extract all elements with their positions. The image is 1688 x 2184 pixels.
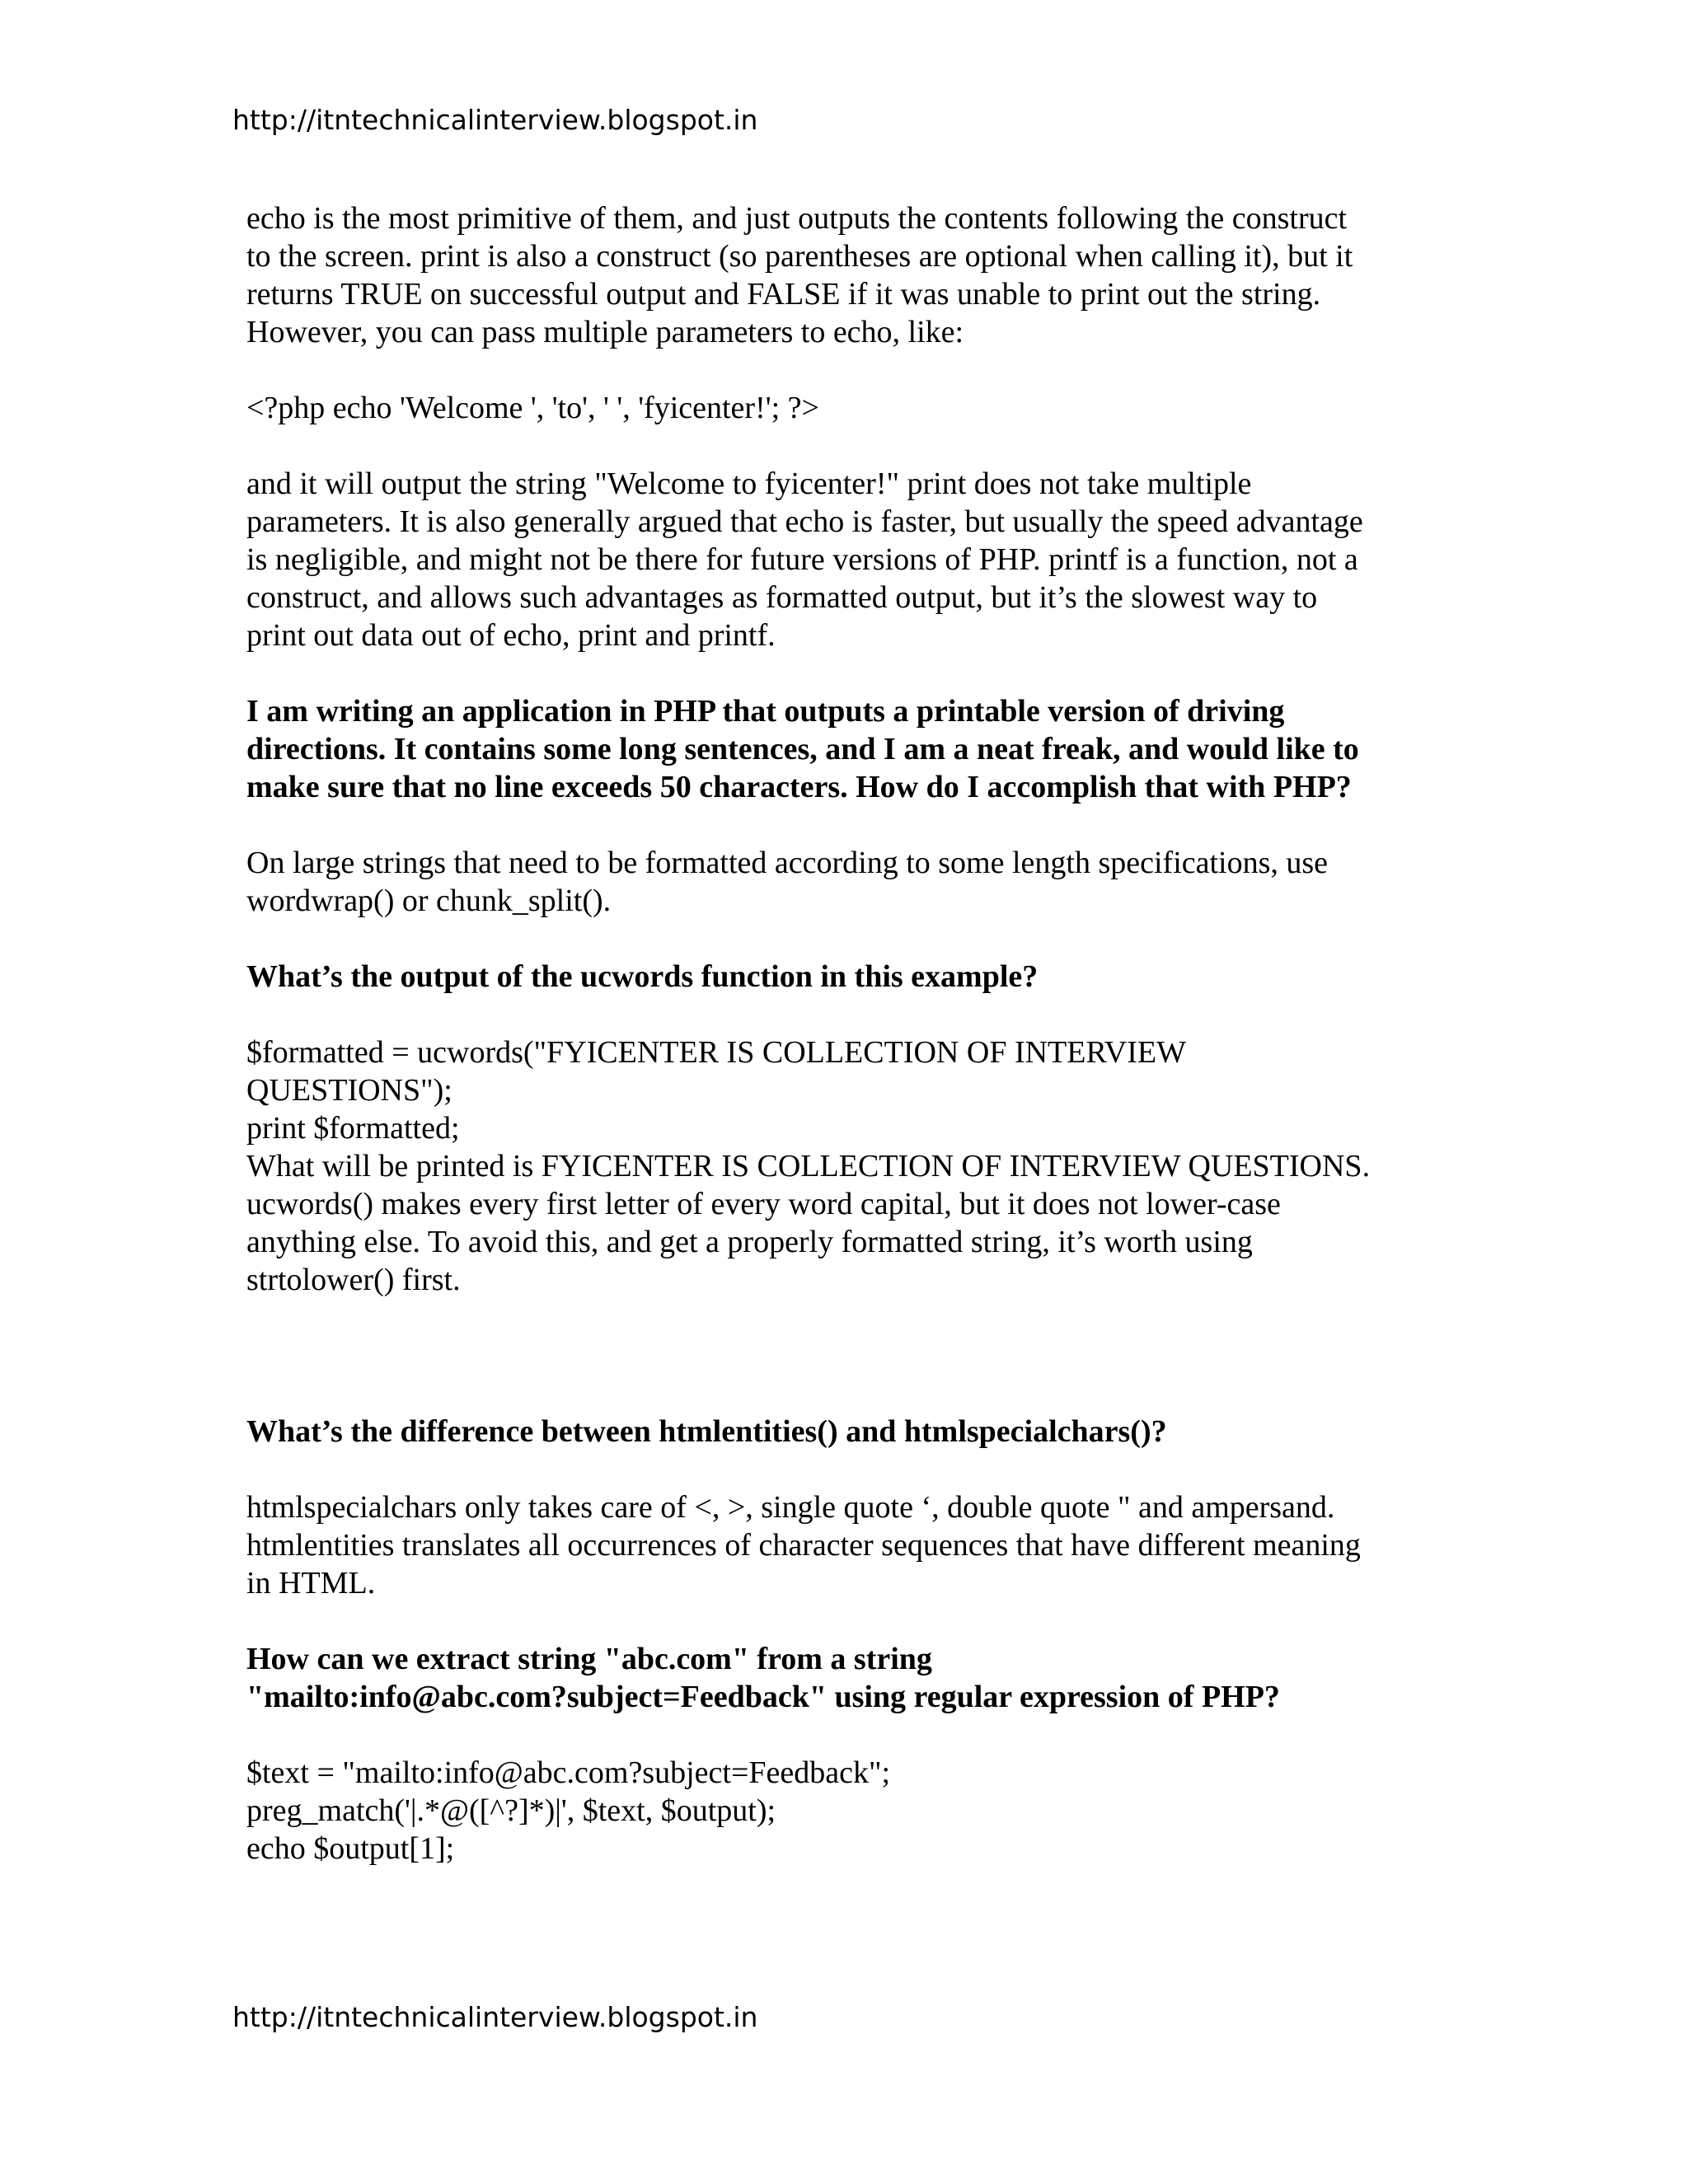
answer-wordwrap-line-2: wordwrap() or chunk_split(). [246,883,612,918]
question-wordwrap-line-2: directions. It contains some long sentences, and I am a neat freak, and would like to [246,732,1359,766]
echo-para-line-1: echo is the most primitive of them, and just outputs the contents following the construct [246,201,1348,236]
question-wordwrap-line-1: I am writing an application in PHP that outputs a printable version of driving [246,694,1285,729]
output-para-line-4: construct, and allows such advantages as formatted output, but it’s the slowest way to [246,580,1318,615]
output-para-line-2: parameters. It is also generally argued that echo is faster, but usually the speed advantage [246,504,1363,539]
answer-ucwords-line-1: $formatted = ucwords("FYICENTER IS COLLECTION OF INTERVIEW [246,1035,1186,1070]
echo-code-line: <?php echo 'Welcome ', 'to', ' ', 'fyicenter!'; ?> [246,391,819,425]
echo-para-line-3: returns TRUE on successful output and FALSE if it was unable to print out the string. [246,277,1321,312]
answer-htmlentities-line-2: htmlentities translates all occurrences of character sequences that have different meaning [246,1528,1361,1563]
question-htmlentities-line: What’s the difference between htmlentities() and htmlspecialchars()? [246,1414,1167,1449]
answer-ucwords-line-6: anything else. To avoid this, and get a properly formatted string, it’s worth using [246,1225,1253,1259]
answer-ucwords-line-3: print $formatted; [246,1111,460,1146]
answer-ucwords-line-2: QUESTIONS"); [246,1073,452,1108]
answer-regex-line-2: preg_match('|.*@([^?]*)|', $text, $output); [246,1793,776,1828]
answer-wordwrap-line-1: On large strings that need to be formatted according to some length specifications, use [246,846,1329,880]
answer-ucwords-line-7: strtolower() first. [246,1263,461,1297]
header-url: http://itntechnicalinterview.blogspot.in [232,104,758,136]
question-ucwords-line: What’s the output of the ucwords function in this example? [246,959,1039,994]
answer-ucwords-line-4: What will be printed is FYICENTER IS COLLECTION OF INTERVIEW QUESTIONS. [246,1149,1371,1183]
output-para-line-1: and it will output the string "Welcome to fyicenter!" print does not take multiple [246,466,1252,501]
echo-para-line-4: However, you can pass multiple parameters to echo, like: [246,315,964,349]
echo-para-line-2: to the screen. print is also a construct (so parentheses are optional when calling it), but it [246,239,1353,274]
question-regex-line-1: How can we extract string "abc.com" from a string [246,1642,932,1676]
question-regex-line-2: "mailto:info@abc.com?subject=Feedback" using regular expression of PHP? [246,1680,1280,1714]
answer-regex-line-3: echo $output[1]; [246,1831,455,1866]
answer-htmlentities-line-3: in HTML. [246,1566,376,1601]
output-para-line-3: is negligible, and might not be there for future versions of PHP. printf is a function, not a [246,542,1358,577]
answer-htmlentities-line-1: htmlspecialchars only takes care of <, >, single quote ‘, double quote " and ampersand. [246,1490,1335,1525]
answer-regex-line-1: $text = "mailto:info@abc.com?subject=Feedback"; [246,1755,891,1790]
output-para-line-5: print out data out of echo, print and printf. [246,618,776,653]
answer-ucwords-line-5: ucwords() makes every first letter of every word capital, but it does not lower-case [246,1187,1281,1221]
footer-url: http://itntechnicalinterview.blogspot.in [232,2001,758,2033]
question-wordwrap-line-3: make sure that no line exceeds 50 characters. How do I accomplish that with PHP? [246,770,1352,804]
